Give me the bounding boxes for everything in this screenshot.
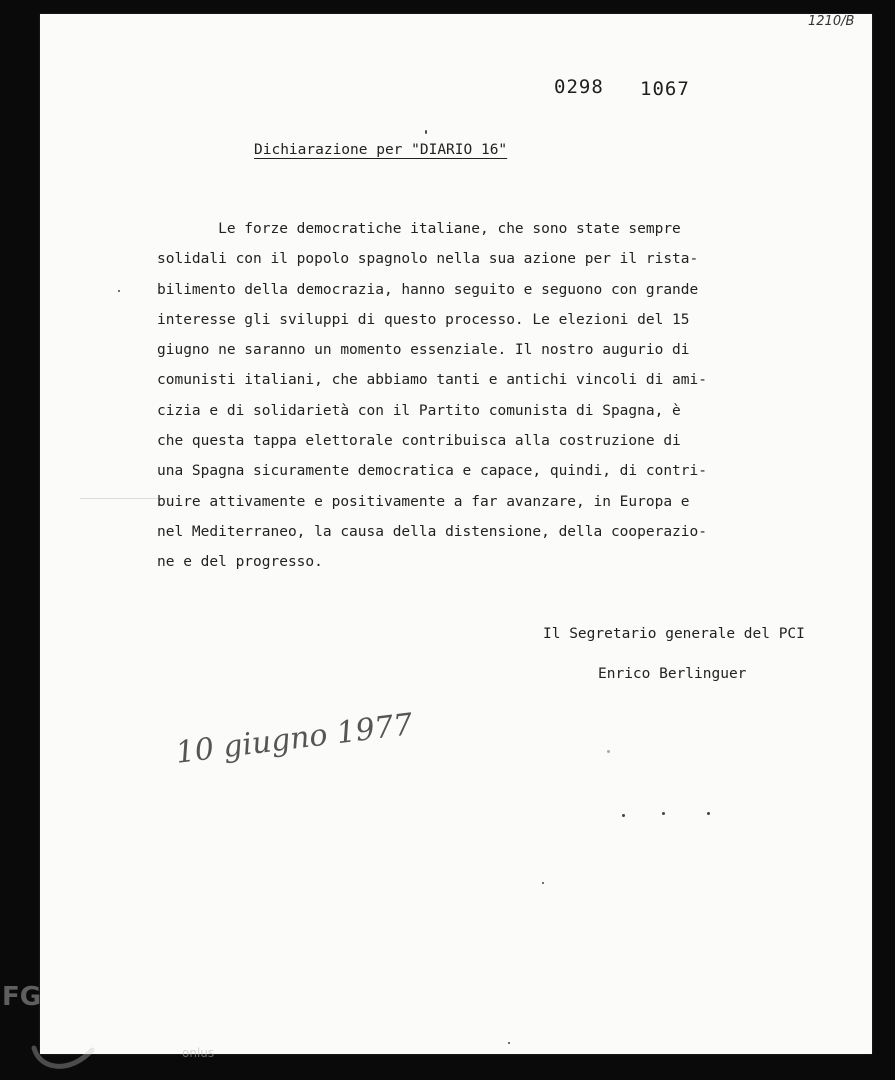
scan-speck xyxy=(118,290,120,292)
body-line: giugno ne saranno un momento essenziale. Il nostro augurio di xyxy=(157,342,690,359)
document-body xyxy=(157,214,707,578)
body-line: solidali con il popolo spagnolo nella sua azione per il rista- xyxy=(157,251,699,268)
scan-speck xyxy=(542,882,544,884)
body-line: cizia e di solidarietà con il Partito comunista di Spagna, è xyxy=(157,402,681,419)
watermark-logo: FG xyxy=(2,982,42,1012)
watermark-onlus-label: onlus xyxy=(182,1046,215,1060)
scan-speck xyxy=(508,1042,510,1044)
body-line: comunisti italiani, che abbiamo tanti e antichi vincoli di ami- xyxy=(157,372,707,389)
body-line: una Spagna sicuramente democratica e capace, quindi, di contri- xyxy=(157,463,707,480)
document-number-part-2: 1067 xyxy=(640,78,690,100)
body-line: Le forze democratiche italiane, che sono state sempre xyxy=(157,221,681,237)
handwritten-date: 10 giugno 1977 xyxy=(173,707,415,771)
body-line: interesse gli sviluppi di questo processo. Le elezioni del 15 xyxy=(157,311,690,328)
body-line: nel Mediterraneo, la causa della distensione, della cooperazio- xyxy=(157,523,707,540)
body-line: che questa tappa elettorale contribuisca alla costruzione di xyxy=(157,433,681,450)
scan-speck xyxy=(622,814,625,817)
body-line: buire attivamente e positivamente a far avanzare, in Europa e xyxy=(157,493,690,510)
body-line: ne e del progresso. xyxy=(157,554,323,571)
document-number-part-1: 0298 xyxy=(554,76,604,98)
scan-speck xyxy=(707,812,710,815)
archive-reference-note: 1210/B xyxy=(808,14,855,29)
watermark-swoosh-icon xyxy=(30,1040,100,1076)
signature-role: Il Segretario generale del PCI xyxy=(543,626,805,642)
scan-speck xyxy=(607,750,610,753)
scan-speck xyxy=(662,812,665,815)
body-line: bilimento della democrazia, hanno seguito e seguono con grande xyxy=(157,281,699,298)
scan-speck xyxy=(425,130,427,134)
document-title: Dichiarazione per "DIARIO 16" xyxy=(254,142,508,158)
signature-name: Enrico Berlinguer xyxy=(598,666,747,682)
